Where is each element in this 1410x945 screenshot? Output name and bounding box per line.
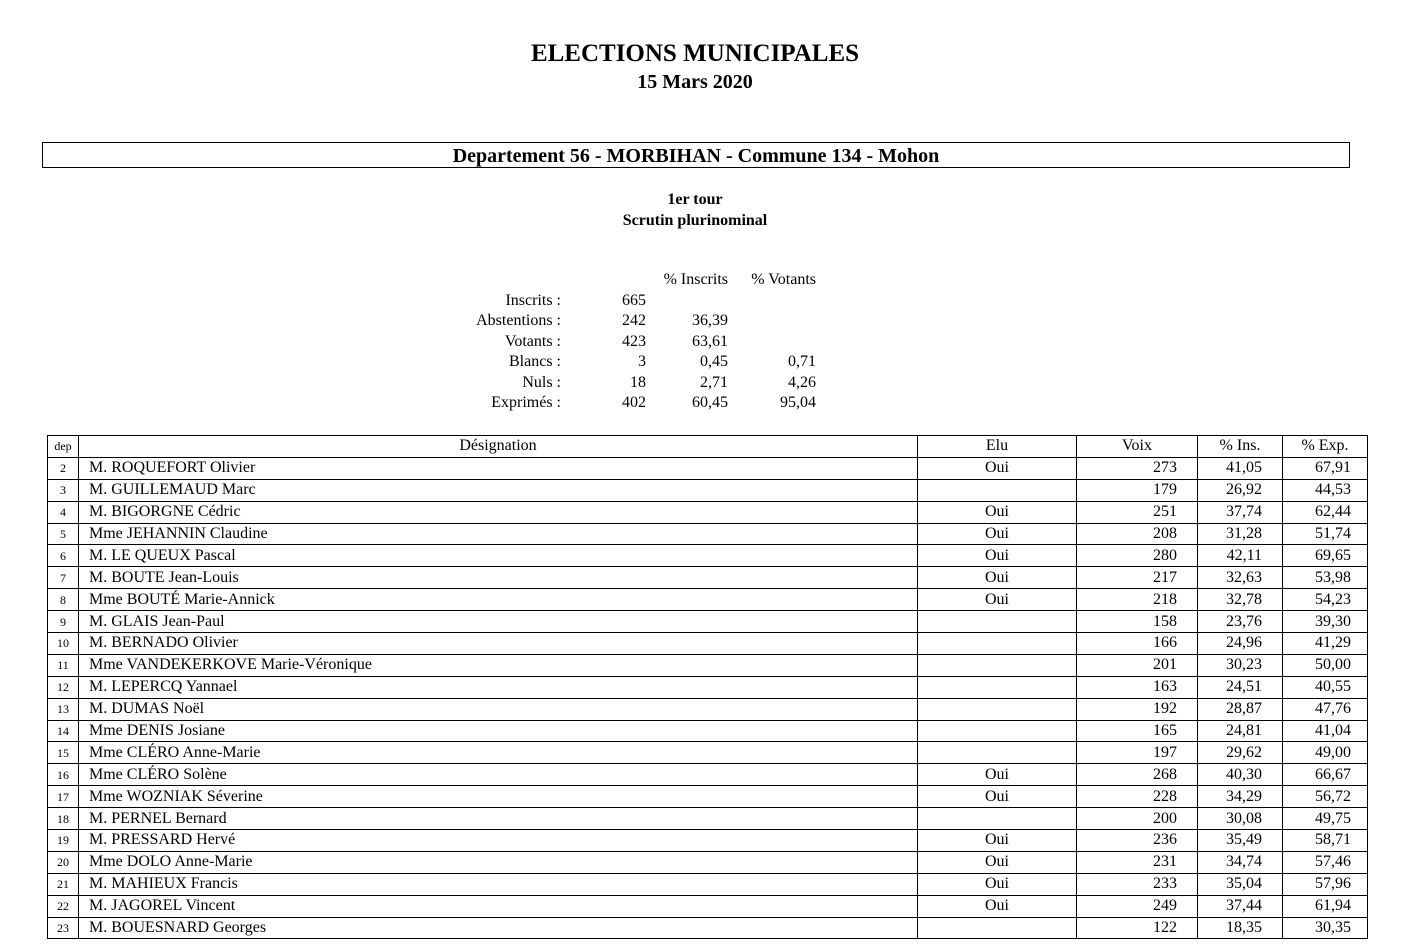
cell-voix: 236	[1077, 830, 1198, 852]
table-row	[48, 654, 1368, 676]
summary-row	[440, 373, 816, 394]
column-header-voix: Voix	[1077, 436, 1198, 458]
table-row	[48, 873, 1368, 895]
cell-voix: 192	[1077, 698, 1198, 720]
summary-value: 3	[638, 353, 646, 370]
cell-pct-exp: 56,72	[1283, 786, 1368, 808]
cell-pct-exp: 49,00	[1283, 742, 1368, 764]
cell-pct-exp: 62,44	[1283, 501, 1368, 523]
cell-elu	[918, 742, 1077, 764]
cell-pct-ins: 26,92	[1198, 479, 1283, 501]
summary-value: 18	[630, 373, 646, 391]
summary-pct-inscrits: 63,61	[692, 332, 728, 350]
cell-pct-ins: 28,87	[1198, 698, 1283, 720]
cell-pct-exp: 61,94	[1283, 895, 1368, 917]
summary-label: Nuls :	[522, 373, 561, 391]
cell-designation: M. LE QUEUX Pascal	[79, 545, 918, 567]
cell-designation: Mme WOZNIAK Séverine	[79, 786, 918, 808]
summary-pct-votants: 0,71	[788, 353, 816, 370]
cell-designation: Mme DENIS Josiane	[79, 720, 918, 742]
summary-pct-inscrits: 60,45	[692, 394, 728, 411]
summary-label: Exprimés :	[491, 394, 561, 411]
cell-pct-exp: 30,35	[1283, 917, 1368, 939]
cell-pct-exp: 57,46	[1283, 851, 1368, 873]
cell-voix: 233	[1077, 873, 1198, 895]
cell-pct-exp: 51,74	[1283, 523, 1368, 545]
cell-designation: M. PRESSARD Hervé	[79, 830, 918, 852]
cell-elu	[918, 611, 1077, 633]
summary-value: 423	[622, 332, 646, 350]
cell-designation: M. BOUESNARD Georges	[79, 917, 918, 939]
cell-elu: Oui	[918, 545, 1077, 567]
summary-row	[440, 393, 816, 414]
summary-value: 242	[622, 312, 646, 329]
table-row	[48, 742, 1368, 764]
summary-pct-inscrits: 0,45	[700, 353, 728, 370]
cell-voix: 197	[1077, 742, 1198, 764]
summary-header-pct-inscrits: % Inscrits	[663, 271, 728, 288]
table-row	[48, 501, 1368, 523]
summary-pct-votants	[728, 291, 816, 312]
cell-pct-ins: 29,62	[1198, 742, 1283, 764]
column-header-elu: Elu	[918, 436, 1077, 458]
column-header-designation: Désignation	[79, 436, 918, 458]
results-header-row	[48, 436, 1368, 458]
cell-pct-ins: 37,74	[1198, 501, 1283, 523]
cell-pct-ins: 37,44	[1198, 895, 1283, 917]
cell-dep: 11	[48, 654, 79, 676]
cell-dep: 20	[48, 851, 79, 873]
cell-designation: M. JAGOREL Vincent	[79, 895, 918, 917]
cell-elu: Oui	[918, 764, 1077, 786]
cell-elu	[918, 676, 1077, 698]
cell-pct-ins: 35,04	[1198, 873, 1283, 895]
cell-dep: 3	[48, 479, 79, 501]
cell-pct-exp: 44,53	[1283, 479, 1368, 501]
table-row	[48, 611, 1368, 633]
cell-pct-exp: 58,71	[1283, 830, 1368, 852]
cell-elu	[918, 479, 1077, 501]
table-row	[48, 808, 1368, 830]
department-heading: Departement 56 - MORBIHAN - Commune 134 - Mohon	[42, 142, 1350, 168]
cell-elu	[918, 720, 1077, 742]
cell-designation: M. GLAIS Jean-Paul	[79, 611, 918, 633]
cell-voix: 251	[1077, 501, 1198, 523]
table-row	[48, 851, 1368, 873]
cell-dep: 9	[48, 611, 79, 633]
column-header-pct-ins: % Ins.	[1198, 436, 1283, 458]
cell-pct-ins: 34,29	[1198, 786, 1283, 808]
table-row	[48, 479, 1368, 501]
cell-pct-exp: 67,91	[1283, 457, 1368, 479]
cell-designation: Mme CLÉRO Solène	[79, 764, 918, 786]
table-row	[48, 589, 1368, 611]
cell-pct-exp: 41,04	[1283, 720, 1368, 742]
summary-pct-votants: 4,26	[788, 373, 816, 391]
cell-pct-ins: 35,49	[1198, 830, 1283, 852]
cell-pct-ins: 40,30	[1198, 764, 1283, 786]
cell-voix: 163	[1077, 676, 1198, 698]
cell-pct-exp: 66,67	[1283, 764, 1368, 786]
cell-pct-exp: 39,30	[1283, 611, 1368, 633]
cell-pct-ins: 18,35	[1198, 917, 1283, 939]
cell-dep: 21	[48, 873, 79, 895]
cell-elu: Oui	[918, 873, 1077, 895]
column-header-dep: dep	[48, 436, 79, 458]
summary-header-blank	[440, 270, 561, 291]
cell-elu: Oui	[918, 851, 1077, 873]
table-row	[48, 764, 1368, 786]
cell-dep: 19	[48, 830, 79, 852]
summary-header-row	[440, 270, 816, 291]
cell-voix: 158	[1077, 611, 1198, 633]
cell-voix: 231	[1077, 851, 1198, 873]
cell-designation: Mme CLÉRO Anne-Marie	[79, 742, 918, 764]
cell-elu	[918, 633, 1077, 655]
cell-pct-ins: 31,28	[1198, 523, 1283, 545]
summary-label: Inscrits :	[505, 291, 561, 309]
cell-designation: M. PERNEL Bernard	[79, 808, 918, 830]
summary-pct-votants	[728, 332, 816, 353]
table-row	[48, 830, 1368, 852]
cell-voix: 273	[1077, 457, 1198, 479]
cell-pct-exp: 54,23	[1283, 589, 1368, 611]
scrutin-label: Scrutin plurinominal	[622, 212, 768, 229]
table-row	[48, 895, 1368, 917]
cell-pct-ins: 41,05	[1198, 457, 1283, 479]
table-row	[48, 567, 1368, 589]
cell-elu	[918, 698, 1077, 720]
cell-pct-exp: 40,55	[1283, 676, 1368, 698]
cell-dep: 10	[48, 633, 79, 655]
cell-pct-exp: 50,00	[1283, 654, 1368, 676]
summary-value: 402	[622, 394, 646, 411]
cell-voix: 201	[1077, 654, 1198, 676]
cell-elu	[918, 654, 1077, 676]
cell-voix: 165	[1077, 720, 1198, 742]
table-row	[48, 523, 1368, 545]
cell-elu: Oui	[918, 589, 1077, 611]
cell-voix: 249	[1077, 895, 1198, 917]
cell-pct-ins: 24,96	[1198, 633, 1283, 655]
cell-elu: Oui	[918, 830, 1077, 852]
summary-header-pct-votants: % Votants	[751, 271, 816, 288]
cell-elu: Oui	[918, 501, 1077, 523]
cell-elu	[918, 808, 1077, 830]
cell-elu: Oui	[918, 786, 1077, 808]
summary-pct-inscrits: 2,71	[700, 373, 728, 391]
cell-designation: M. LEPERCQ Yannael	[79, 676, 918, 698]
cell-voix: 280	[1077, 545, 1198, 567]
summary-table	[440, 270, 816, 414]
table-row	[48, 633, 1368, 655]
cell-designation: M. BIGORGNE Cédric	[79, 501, 918, 523]
cell-designation: M. BERNADO Olivier	[79, 633, 918, 655]
cell-pct-ins: 30,23	[1198, 654, 1283, 676]
cell-elu: Oui	[918, 895, 1077, 917]
cell-pct-exp: 53,98	[1283, 567, 1368, 589]
cell-designation: Mme DOLO Anne-Marie	[79, 851, 918, 873]
table-row	[48, 720, 1368, 742]
cell-dep: 5	[48, 523, 79, 545]
cell-designation: M. BOUTE Jean-Louis	[79, 567, 918, 589]
cell-dep: 22	[48, 895, 79, 917]
summary-row	[440, 291, 816, 312]
summary-pct-inscrits: 36,39	[692, 312, 728, 329]
cell-pct-ins: 32,63	[1198, 567, 1283, 589]
page-title: ELECTIONS MUNICIPALES	[530, 40, 860, 67]
cell-dep: 13	[48, 698, 79, 720]
cell-dep: 8	[48, 589, 79, 611]
cell-dep: 6	[48, 545, 79, 567]
results-body	[48, 457, 1368, 939]
cell-dep: 7	[48, 567, 79, 589]
cell-pct-exp: 41,29	[1283, 633, 1368, 655]
cell-pct-ins: 24,51	[1198, 676, 1283, 698]
summary-pct-inscrits	[646, 291, 728, 312]
summary-label: Abstentions :	[476, 312, 561, 329]
cell-pct-ins: 23,76	[1198, 611, 1283, 633]
cell-voix: 166	[1077, 633, 1198, 655]
table-row	[48, 676, 1368, 698]
column-header-pct-exp: % Exp.	[1283, 436, 1368, 458]
cell-pct-exp: 47,76	[1283, 698, 1368, 720]
tour-label: 1er tour	[667, 191, 723, 208]
cell-pct-exp: 49,75	[1283, 808, 1368, 830]
cell-elu: Oui	[918, 457, 1077, 479]
cell-voix: 217	[1077, 567, 1198, 589]
cell-voix: 268	[1077, 764, 1198, 786]
cell-dep: 15	[48, 742, 79, 764]
table-row	[48, 698, 1368, 720]
cell-pct-ins: 30,08	[1198, 808, 1283, 830]
cell-dep: 17	[48, 786, 79, 808]
cell-dep: 2	[48, 457, 79, 479]
summary-pct-votants: 95,04	[780, 394, 816, 411]
cell-elu: Oui	[918, 567, 1077, 589]
cell-dep: 12	[48, 676, 79, 698]
summary-row	[440, 352, 816, 373]
cell-designation: Mme BOUTÉ Marie-Annick	[79, 589, 918, 611]
cell-elu	[918, 917, 1077, 939]
cell-pct-ins: 42,11	[1198, 545, 1283, 567]
cell-voix: 200	[1077, 808, 1198, 830]
table-row	[48, 457, 1368, 479]
summary-value: 665	[622, 291, 646, 309]
cell-pct-ins: 24,81	[1198, 720, 1283, 742]
cell-voix: 228	[1077, 786, 1198, 808]
cell-pct-exp: 57,96	[1283, 873, 1368, 895]
table-row	[48, 786, 1368, 808]
cell-dep: 4	[48, 501, 79, 523]
cell-designation: Mme JEHANNIN Claudine	[79, 523, 918, 545]
cell-designation: M. ROQUEFORT Olivier	[79, 457, 918, 479]
summary-row	[440, 311, 816, 332]
cell-designation: M. GUILLEMAUD Marc	[79, 479, 918, 501]
cell-designation: M. DUMAS Noël	[79, 698, 918, 720]
cell-pct-ins: 32,78	[1198, 589, 1283, 611]
cell-elu: Oui	[918, 523, 1077, 545]
summary-row	[440, 332, 816, 353]
summary-label: Votants :	[504, 332, 561, 350]
cell-dep: 14	[48, 720, 79, 742]
cell-designation: M. MAHIEUX Francis	[79, 873, 918, 895]
election-date: 15 Mars 2020	[637, 71, 753, 93]
cell-voix: 208	[1077, 523, 1198, 545]
summary-body	[440, 291, 816, 414]
cell-pct-exp: 69,65	[1283, 545, 1368, 567]
cell-voix: 122	[1077, 917, 1198, 939]
cell-pct-ins: 34,74	[1198, 851, 1283, 873]
cell-dep: 23	[48, 917, 79, 939]
table-row	[48, 917, 1368, 939]
cell-voix: 179	[1077, 479, 1198, 501]
results-table	[47, 435, 1368, 939]
cell-voix: 218	[1077, 589, 1198, 611]
summary-label: Blancs :	[509, 353, 561, 370]
cell-designation: Mme VANDEKERKOVE Marie-Véronique	[79, 654, 918, 676]
table-row	[48, 545, 1368, 567]
summary-pct-votants	[728, 311, 816, 332]
summary-header-blank	[561, 270, 646, 291]
cell-dep: 18	[48, 808, 79, 830]
cell-dep: 16	[48, 764, 79, 786]
